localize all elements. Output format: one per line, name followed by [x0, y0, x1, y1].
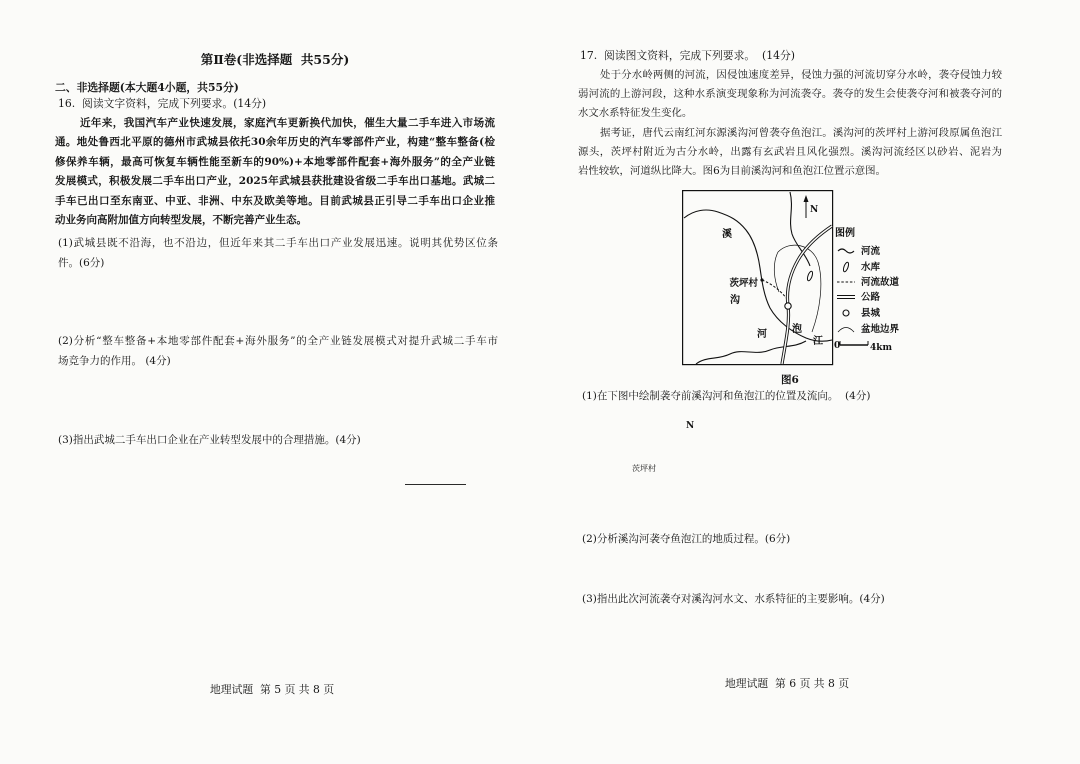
- map-label-he: 河: [757, 329, 767, 340]
- q16-sub2: [58, 332, 498, 371]
- figure-caption: 图6: [781, 374, 799, 386]
- legend-label: 河流: [861, 246, 881, 257]
- north-label: N: [810, 205, 819, 215]
- q16-sub1-line: (1)武城县既不沿海，也不沿边，但近年来其二手车出口产业发展迅速。说明其优势区位条: [58, 237, 498, 249]
- scale-max: 4km: [870, 343, 893, 353]
- q16-material-line: 手车已出口至东南亚、中亚、非洲、中东及欧美等地。目前武城县正引导二手车出口企业推: [55, 194, 495, 207]
- legend-label: 县城: [861, 308, 881, 319]
- scale-zero: 0: [834, 341, 841, 351]
- q17-material-p1: [578, 66, 1002, 124]
- figure-6-map: [682, 190, 914, 370]
- q17-material-line: 处于分水岭两侧的河流，因侵蚀速度差异，侵蚀力强的河流切穿分水岭，袭夺侵蚀力较: [600, 69, 1002, 81]
- q17-sub1: (1)在下图中绘制袭夺前溪沟河和鱼泡江的位置及流向。 (4分): [582, 390, 871, 402]
- reservoir-icon: [806, 271, 813, 282]
- county-seat-icon: [785, 303, 791, 309]
- map-label-pao: 泡: [792, 324, 802, 335]
- legend-county-icon: [843, 310, 849, 316]
- q16-material-line: 通。地处鲁西北平原的德州市武城县依托30余年历史的汽车零部件产业，构建“整车整备(检: [55, 136, 495, 149]
- road: [782, 226, 832, 364]
- q16-material-line: 动业务向高附加值方向转型发展，不断完善产业生态。: [55, 213, 307, 226]
- map-legend: [835, 226, 900, 335]
- legend-basin-boundary-icon: [838, 328, 854, 333]
- q17-material-line: 据考证，唐代云南红河东源溪沟河曾袭夺鱼泡江。溪沟河的茨坪村上游河段原属鱼泡江: [600, 127, 1002, 139]
- scale-bar: [840, 341, 868, 345]
- map-label-xi: 溪: [722, 229, 732, 240]
- section-end-rule: [405, 484, 466, 485]
- q16-sub2-line: 场竞争力的作用。 (4分): [58, 354, 171, 367]
- legend-label: 水库: [861, 262, 881, 273]
- map-label-village: 茨坪村: [729, 278, 758, 289]
- legend-label: 盆地边界: [861, 324, 900, 335]
- sketch-village-label: 茨坪村: [632, 464, 656, 473]
- q16-stem: 16. 阅读文字资料，完成下列要求。(14分): [58, 97, 267, 110]
- section-title: 第Ⅱ卷(非选择题 共55分): [200, 52, 350, 67]
- sketch-north-label: N: [686, 421, 695, 431]
- q17-sub3: (3)指出此次河流袭夺对溪沟河水文、水系特征的主要影响。(4分): [582, 593, 885, 605]
- q16-sub2-line: (2)分析“整车整备+本地零部件配套+海外服务”的全产业链发展模式对提升武城二手车市: [58, 335, 498, 347]
- right-page-footer: 地理试题 第 6 页 共 8 页: [725, 677, 850, 690]
- legend-road-icon: [837, 296, 855, 299]
- legend-title: 图例: [835, 228, 855, 239]
- legend-label: 公路: [861, 292, 881, 303]
- river-bottom: [696, 341, 806, 364]
- q16-material-line: 近年来，我国汽车产业快速发展，家庭汽车更新换代加快，催生大量二手车进入市场流: [80, 117, 495, 129]
- river-xigou: [684, 210, 832, 341]
- q17-material-line: 源头，茨坪村附近为古分水岭，出露有玄武岩且风化强烈。溪沟河流经区以砂岩、泥岩为: [578, 146, 1002, 159]
- map-label-jiang: 江: [813, 336, 823, 347]
- legend-label: 河流故道: [861, 277, 900, 288]
- q17-material-line: 弱河流的上游河段，这种水系演变现象称为河流袭夺。袭夺的发生会使袭夺河和被袭夺河的: [578, 88, 1002, 101]
- north-arrow-icon: [804, 195, 809, 218]
- village-dot-icon: [760, 278, 763, 281]
- q17-material-line: 岩性较软，河道纵比降大。图6为目前溪沟河和鱼泡江位置示意图。: [578, 165, 886, 178]
- q17-material-line: 水文水系特征发生变化。: [578, 107, 693, 120]
- q17-stem: 17. 阅读图文资料，完成下列要求。 (14分): [580, 49, 796, 62]
- q16-sub1-line: 件。(6分): [58, 257, 105, 269]
- q16-material-line: 修保养车辆，最高可恢复车辆性能至新车的90%)+本地零部件配套+海外服务”的全产业链: [55, 155, 495, 168]
- left-page-footer: 地理试题 第 5 页 共 8 页: [210, 683, 335, 696]
- q16-material: [55, 114, 495, 230]
- q16-sub3: (3)指出武城二手车出口企业在产业转型发展中的合理措施。(4分): [58, 434, 361, 446]
- q17-material-p2: [578, 124, 1002, 182]
- legend-reservoir-icon: [842, 262, 849, 273]
- q16-material-line: 发展模式，积极发展二手车出口产业，2025年武城县获批建设省级二手车出口基地。武城二: [55, 175, 495, 188]
- q17-sub2: (2)分析溪沟河袭夺鱼泡江的地质过程。(6分): [582, 533, 791, 545]
- map-label-gou: 沟: [730, 295, 740, 306]
- q16-sub1: [58, 233, 498, 273]
- legend-river-icon: [838, 249, 854, 253]
- part-heading: 二、非选择题(本大题4小题，共55分): [55, 81, 239, 94]
